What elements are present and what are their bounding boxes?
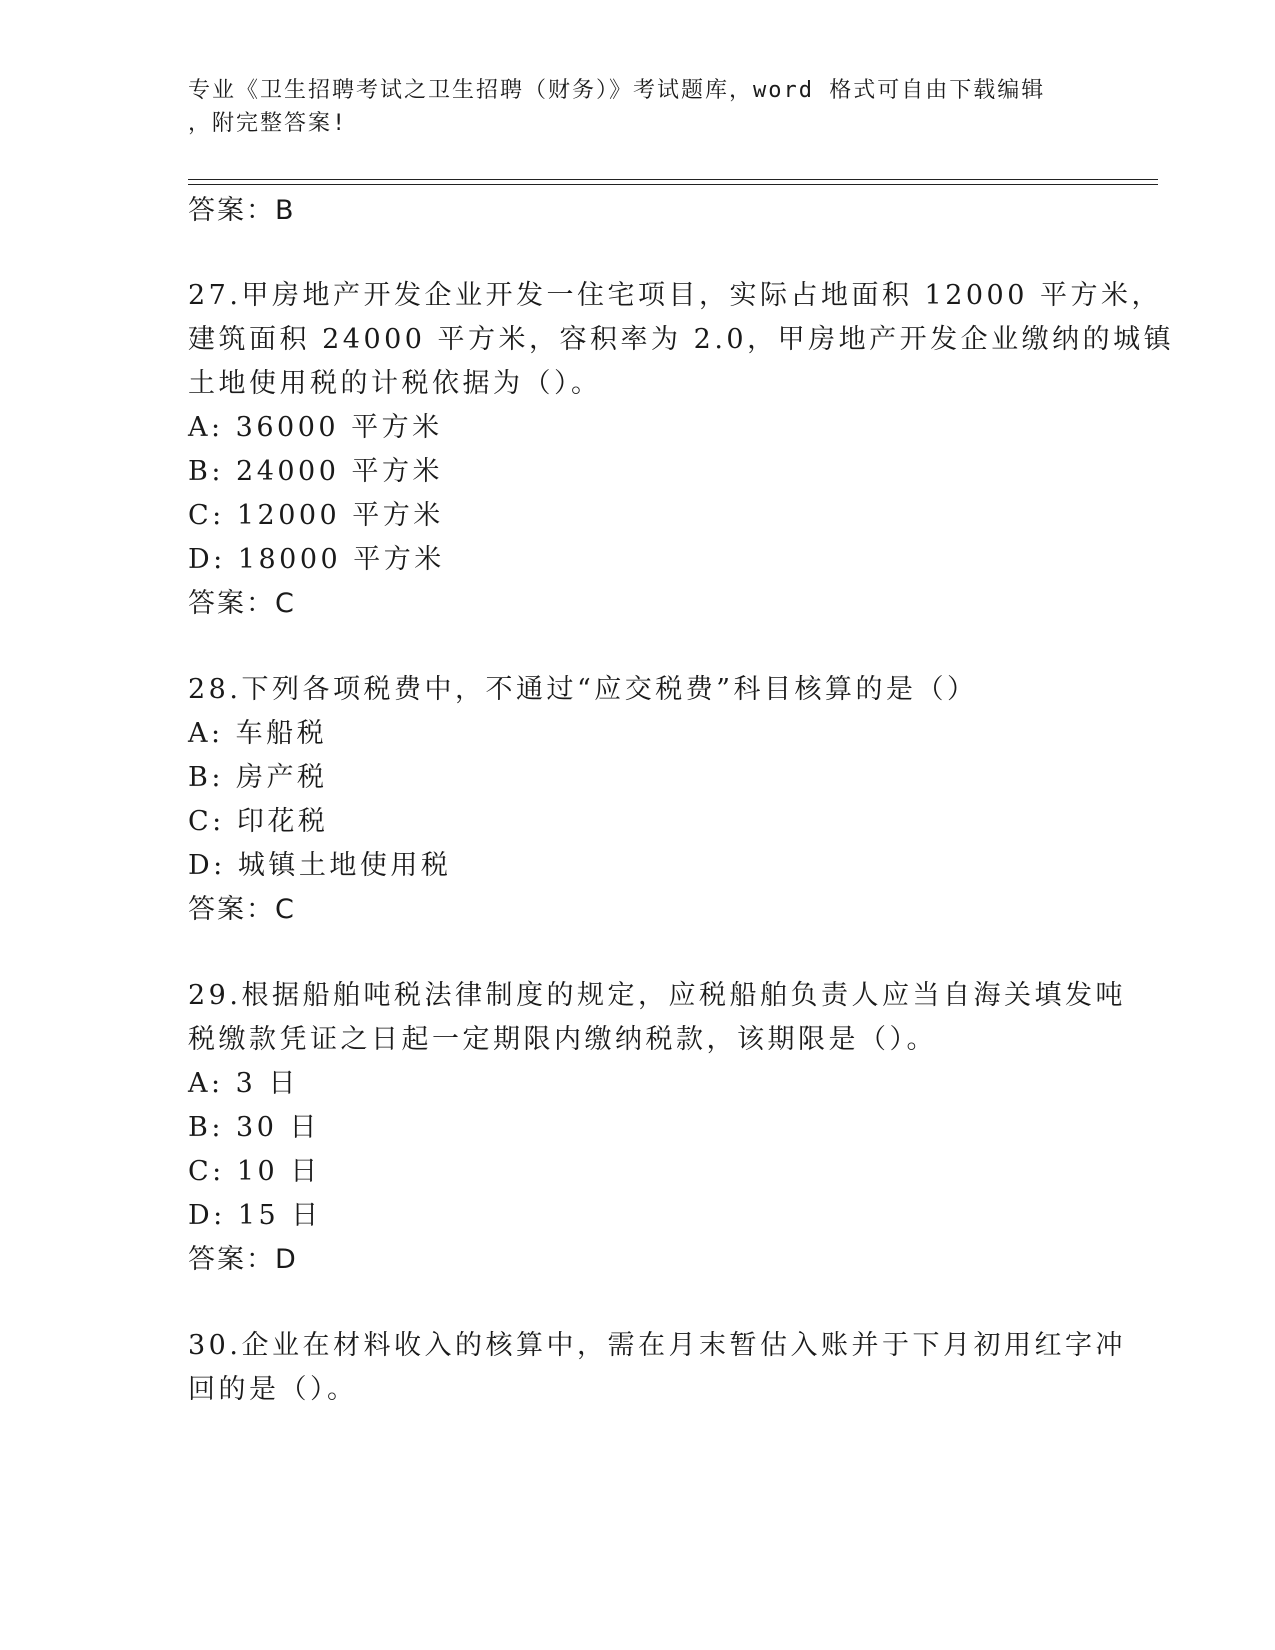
previous-answer: 答案：B [188,195,296,226]
question-29-option-d: D: 15 日 [188,1200,322,1231]
question-29-option-b: B: 30 日 [188,1112,320,1143]
question-29-option-a: A: 3 日 [188,1068,299,1099]
question-27-option-a: A: 36000 平方米 [188,412,443,443]
question-29-line-2: 税缴款凭证之日起一定期限内缴纳税款，该期限是（）。 [188,1024,937,1055]
question-28-line-1: 28.下列各项税费中，不通过“应交税费”科目核算的是（） [188,674,978,705]
question-27-option-d: D: 18000 平方米 [188,544,445,575]
question-28-option-b: B: 房产税 [188,762,328,793]
question-28-option-c: C: 印花税 [188,806,329,837]
question-27-option-c: C: 12000 平方米 [188,500,444,531]
question-27-line-2: 建筑面积 24000 平方米，容积率为 2.0，甲房地产开发企业缴纳的城镇 [188,324,1175,355]
question-27-answer: 答案：C [188,588,296,619]
question-30-line-1: 30.企业在材料收入的核算中，需在月末暂估入账并于下月初用红字冲 [188,1330,1126,1361]
document-header [188,74,1088,140]
header-line-2: ，附完整答案! [188,111,348,136]
question-30-line-2: 回的是（）。 [188,1374,358,1405]
question-29-answer: 答案：D [188,1244,298,1275]
question-28-option-a: A: 车船税 [188,718,328,749]
header-line-1: 专业《卫生招聘考试之卫生招聘（财务）》考试题库，word 格式可自由下载编辑 [188,78,1046,103]
question-27-line-1: 27.甲房地产开发企业开发一住宅项目，实际占地面积 12000 平方米， [188,280,1162,311]
question-28-answer: 答案：C [188,894,296,925]
header-divider-top [188,179,1158,180]
question-29-option-c: C: 10 日 [188,1156,321,1187]
question-28-option-d: D: 城镇土地使用税 [188,850,452,881]
question-29-line-1: 29.根据船舶吨税法律制度的规定，应税船舶负责人应当自海关填发吨 [188,980,1126,1011]
header-divider-bottom [188,184,1158,185]
question-27-option-b: B: 24000 平方米 [188,456,443,487]
question-27-line-3: 土地使用税的计税依据为（）。 [188,368,602,399]
